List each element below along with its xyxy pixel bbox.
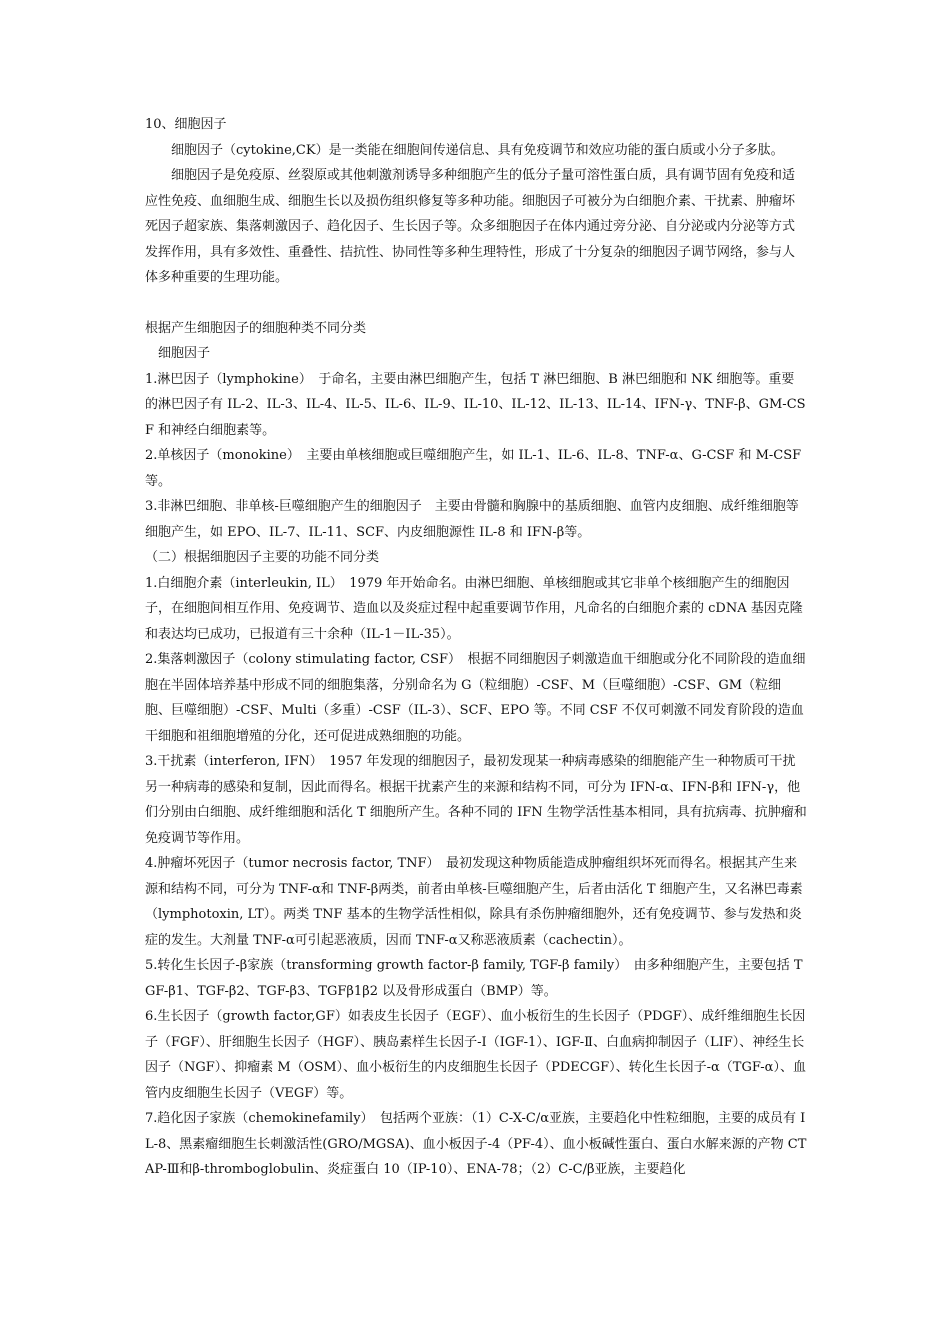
list-item: 2.集落刺激因子（colony stimulating factor, CSF） 根据不同细胞因子刺激造血干细胞或分化不同阶段的造血细胞在半固体培养基中形成不同的细胞集落，分别命名为 G（粒细胞）-CSF、M（巨噬细胞）-CSF、GM（粒细胞、巨噬细胞）-CSF、Multi（多重）-CSF（IL-3）、SCF、EPO 等。不同 CSF 不仅可刺激不同发育阶段的造血干细胞和祖细胞增殖的分化，还可促进成熟细胞的功能。 (145, 652, 806, 744)
intro-paragraph-2: 细胞因子是免疫原、丝裂原或其他刺激剂诱导多种细胞产生的低分子量可溶性蛋白质，具有调节固有免疫和适应性免疫、血细胞生成、细胞生长以及损伤组织修复等多种功能。细胞因子可被分为白细胞介素、干扰素、肿瘤坏死因子超家族、集落刺激因子、趋化因子、生长因子等。众多细胞因子在体内通过旁分泌、自分泌或内分泌等方式发挥作用，具有多效性、重叠性、拮抗性、协同性等多种生理特性，形成了十分复杂的细胞因子调节网络，参与人体多种重要的生理功能。 (145, 168, 796, 285)
list-item: 5.转化生长因子-β家族（transforming growth factor-β family, TGF-β family） 由多种细胞产生，主要包括 TGF-β1、TGF-β2、TGF-β3、TGFβ1β2 以及骨形成蛋白（BMP）等。 (145, 958, 803, 999)
list-item: 2.单核因子（monokine） 主要由单核细胞或巨噬细胞产生，如 IL-1、IL-6、IL-8、TNF-α、G-CSF 和 M-CSF 等。 (145, 448, 806, 489)
list-item: 1.白细胞介素（interleukin, IL） 1979 年开始命名。由淋巴细胞、单核细胞或其它非单个核细胞产生的细胞因子，在细胞间相互作用、免疫调节、造血以及炎症过程中起重要调节作用，凡命名的白细胞介素的 cDNA 基因克隆和表达均已成功，已报道有三十余种（IL-1－IL-35）。 (145, 575, 803, 642)
list-item: 4.肿瘤坏死因子（tumor necrosis factor, TNF） 最初发现这种物质能造成肿瘤组织坏死而得名。根据其产生来源和结构不同，可分为 TNF-α和 TNF-β两类，前者由单核-巨噬细胞产生，后者由活化 T 细胞产生，又名淋巴毒素（lymphotoxin, LT）。两类 TNF 基本的生物学活性相似，除具有杀伤肿瘤细胞外，还有免疫调节、参与发热和炎症的发生。大剂量 TNF-α可引起恶液质，因而 TNF-α又称恶液质素（cachectin）。 (145, 856, 803, 948)
classification-by-cell-title: 根据产生细胞因子的细胞种类不同分类 (145, 320, 367, 336)
classification-by-cell-subtitle: 细胞因子 (158, 346, 211, 361)
classification-by-function-title: （二）根据细胞因子主要的功能不同分类 (145, 550, 380, 565)
list-item: 3.干扰素（interferon, IFN） 1957 年发现的细胞因子，最初发现某一种病毒感染的细胞能产生一种物质可干扰另一种病毒的感染和复制，因此而得名。根据干扰素产生的来源和结构不同，可分为 IFN-α、IFN-β和 IFN-γ，他们分别由白细胞、成纤维细胞和活化 T 细胞所产生。各种不同的 IFN 生物学活性基本相同，具有抗病毒、抗肿瘤和免疫调节等作用。 (145, 754, 807, 846)
section-heading: 10、细胞因子 (145, 117, 227, 132)
paragraph-spacer (145, 291, 807, 316)
list-item: 1.淋巴因子（lymphokine） 于命名，主要由淋巴细胞产生，包括 T 淋巴细胞、B 淋巴细胞和 NK 细胞等。重要的淋巴因子有 IL-2、IL-3、IL-4、IL-5、IL-6、IL-9、IL-10、IL-12、IL-13、IL-14、IFN-γ、TNF-β、GM-CSF 和神经白细胞素等。 (145, 371, 806, 438)
intro-paragraph-1: 细胞因子（cytokine,CK）是一类能在细胞间传递信息、具有免疫调节和效应功能的蛋白质或小分子多肽。 (171, 142, 784, 158)
list-item: 6.生长因子（growth factor,GF）如表皮生长因子（EGF）、血小板衍生的生长因子（PDGF）、成纤维细胞生长因子（FGF）、肝细胞生长因子（HGF）、胰岛素样生长因子-I（IGF-1）、IGF-Ⅱ、白血病抑制因子（LIF）、神经生长因子（NGF）、抑瘤素 M（OSM）、血小板衍生的内皮细胞生长因子（PDECGF）、转化生长因子-α（TGF-α）、血管内皮细胞生长因子（VEGF）等。 (145, 1009, 806, 1101)
list-item: 7.趋化因子家族（chemokinefamily） 包括两个亚族：（1）C-X-C/α亚族，主要趋化中性粒细胞，主要的成员有 IL-8、黑素瘤细胞生长刺激活性(GRO/MGSA)、血小板因子-4（PF-4）、血小板碱性蛋白、蛋白水解来源的产物 CTAP-Ⅲ和β-thromboglobulin、炎症蛋白 10（IP-10）、ENA-78；（2）C-C/β亚族，主要趋化 (145, 1111, 807, 1177)
list-item: 3.非淋巴细胞、非单核-巨噬细胞产生的细胞因子 主要由骨髓和胸腺中的基质细胞、血管内皮细胞、成纤维细胞等细胞产生，如 EPO、IL-7、IL-11、SCF、内皮细胞源性 IL-8 和 IFN-β等。 (145, 499, 799, 540)
document-page (145, 112, 807, 1183)
